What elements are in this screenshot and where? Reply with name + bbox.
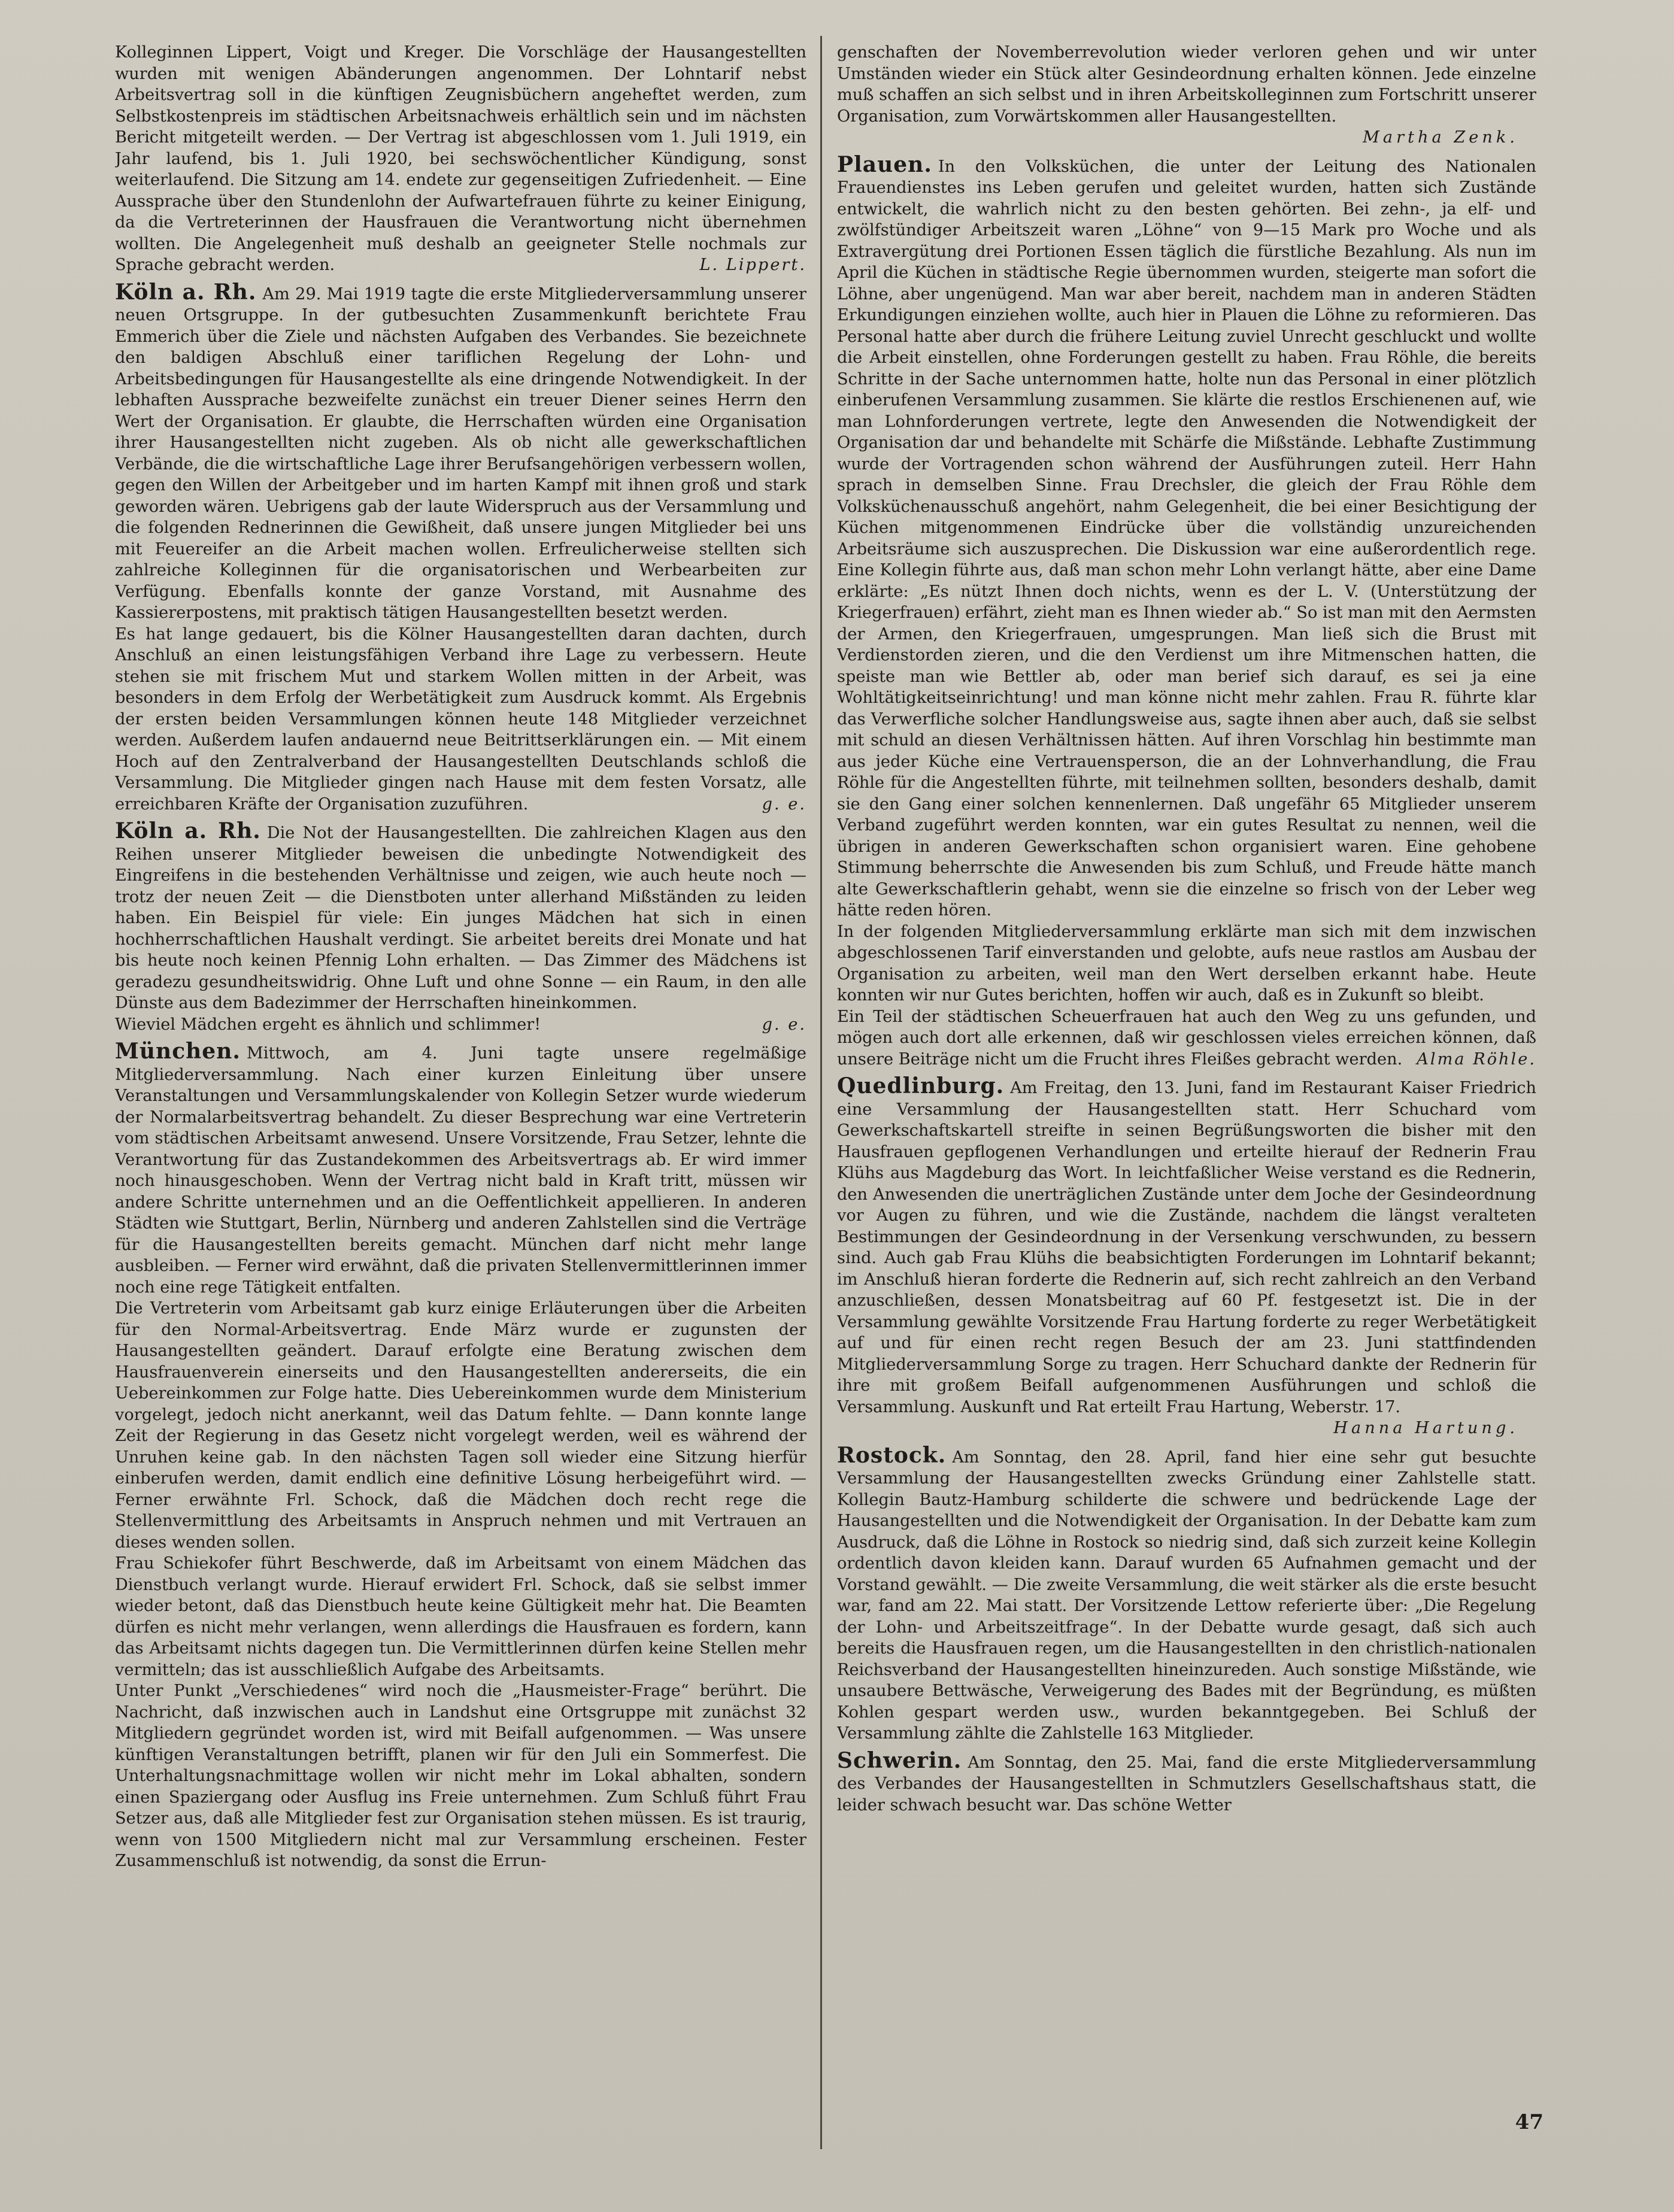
place-heading: Köln a. Rh. <box>115 818 261 843</box>
article-body: Am 29. Mai 1919 tagte die erste Mitgliederversammlung unserer neuen Ortsgruppe. In der gutbesuchten Zusammenkunft berichtete Frau Emmerich über die Ziele und nächsten Aufgaben des Verbandes. Sie bezeichnete den baldigen Abschluß einer tariflichen Regelung der Lohn- und Arbeitsbedingungen für Hausangestellte als eine dringende Notwendigkeit. In der lebhaften Aussprache bezweifelte zunächst ein treuer Diener seines Herrn den Wert der Organisation. Er glaubte, die Herrschaften würden eine Organisation ihrer Hausangestellten nicht zugeben. Als ob nicht alle gewerkschaftlichen Verbände, die die wirtschaftliche Lage ihrer Berufsangehörigen verbessern wollen, gegen den Willen der Arbeitgeber und im harten Kampf mit ihnen groß und stark geworden wären. Uebrigens gab der laute Widerspruch aus der Versammlung und die folgenden Rednerinnen die Gewißheit, daß unsere jungen Mitglieder bei uns mit Feuereifer an die Arbeit machen wollen. Erfreulicherweise stellten sich zahlreiche Kolleginnen für die organisatorischen und Werbearbeiten zur Verfügung. Ebenfalls konnte der ganze Vorstand, mit Ausnahme des Kassiererpostens, mit praktisch tätigen Hausangestellten besetzt werden. <box>115 284 806 622</box>
article-muenchen <box>115 1041 806 1872</box>
article-body: Ein Teil der städtischen Scheuerfrauen hat auch den Weg zu uns gefunden, und mögen auch dort alle erkennen, daß wir geschlossen vieles erreichen können, daß unsere Beiträge nicht um die Frucht ihres Fleißes gebracht werden. <box>837 1007 1536 1069</box>
article-quedlinburg <box>837 1073 1536 1439</box>
article-signature: Hanna Hartung. <box>1333 1419 1518 1437</box>
article-signature: g. e. <box>762 1015 806 1034</box>
article-signature: L. Lippert. <box>699 256 806 274</box>
article-text <box>837 1442 1536 1744</box>
place-heading: München. <box>115 1039 241 1064</box>
place-heading: Plauen. <box>837 151 932 177</box>
place-heading: Köln a. Rh. <box>115 279 257 305</box>
article-text <box>115 1014 806 1036</box>
article-text <box>837 1006 1536 1070</box>
article-body: In den Volksküchen, die unter der Leitung des Nationalen Frauendienstes ins Leben gerufen und geleitet wurden, hatten sich Zustände entwickelt, die wahrlich nicht zu den besten gehörten. Bei zehn-, ja elf- und zwölfstündiger Arbeitszeit waren „Löhne“ von 9—15 Mark pro Woche und als Extravergütung drei Portionen Essen täglich die fürstliche Bezahlung. Als nun im April die Küchen in städtische Regie übernommen wurden, steigerte man sofort die Löhne, aber ungenügend. Man war aber bereit, nachdem man in anderen Städten Erkundigungen einziehen wollte, auch hier in Plauen die Löhne zu reformieren. Das Personal hatte aber durch die frühere Leitung zuviel Unrecht geschluckt und wollte die Arbeit einstellen, ohne Forderungen gestellt zu haben. Frau Röhle, die bereits Schritte in der Sache unternommen hatte, holte nun das Personal in einer plötzlich einberufenen Versammlung zusammen. Sie klärte die restlos Erschienenen auf, wie man Lohnforderungen vertrete, legte den Anwesenden die Notwendigkeit der Organisation dar und behandelte mit Schärfe die Mißstände. Lebhafte Zustimmung wurde der Vortragenden schon während der Ausführungen zuteil. Herr Hahn sprach in demselben Sinne. Frau Drechsler, die gleich der Frau Röhle dem Volksküchenausschuß angehört, nahm Gelegenheit, die bei einer Besichtigung der Küchen mitgenommenen Eindrücke über die vollständig unzureichenden Arbeitsräume sich auszusprechen. Die Diskussion war eine außerordentlich rege. Eine Kollegin führte aus, daß man schon mehr Lohn verlangt hätte, aber eine Dame erklärte: „Es nützt Ihnen doch nichts, wenn es der L. V. (Unterstützung der Kriegerfrauen) erfährt, zieht man es Ihnen wieder ab.“ So ist man mit den Aermsten der Armen, den Kriegerfrauen, umgesprungen. Man ließ sich die Brust mit Verdienstorden zieren, und die den Verdienst um ihre Mitmenschen hatten, die speiste man wie Bettler ab, oder man berief sich darauf, es sei ja eine Wohltätigkeitseinrichtung! und man könne nicht mehr zahlen. Frau R. führte klar das Verwerfliche solcher Handlungsweise aus, sagte ihnen aber auch, daß sie selbst mit schuld an diesen Verhältnissen hätten. Auf ihren Vorschlag hin bestimmte man aus jeder Küche eine Vertrauensperson, die an der Lohnverhandlung, die Frau Röhle für die Angestellten führte, mit teilnehmen sollten, besonders deshalb, damit sie den Gang einer solchen kennenlernen. Daß ungefähr 65 Mitglieder unserem Verband zugeführt werden konnten, war ein gutes Resultat zu nennen, weil die übrigen in anderen Gewerkschaften schon organisiert waren. Eine gehobene Stimmung beherrschte die Anwesenden bis zum Schluß, und Freude hätte manch alte Gewerkschaftlerin gehabt, wenn sie die einzelne so frisch von der Leber weg hätte reden hören. <box>837 157 1536 920</box>
place-heading: Quedlinburg. <box>837 1073 1005 1099</box>
article-text <box>837 1073 1536 1418</box>
article-body: Am Sonntag, den 25. Mai, fand die erste Mitgliederversammlung des Verbandes der Hausangestellten in Schmutzlers Gesellschaftshaus statt, die leider schwach besucht war. Das schöne Wetter <box>837 1753 1536 1814</box>
place-heading: Schwerin. <box>837 1747 962 1773</box>
article-body: Wieviel Mädchen ergeht es ähnlich und schlimmer! <box>115 1015 541 1034</box>
article-text: Die Vertreterin vom Arbeitsamt gab kurz einige Erläuterungen über die Arbeiten für den Normal-Arbeitsvertrag. Ende März wurde er zugunsten der Hausangestellten geändert. Darauf erfolgte eine Beratung zwischen dem Hausfrauenverein einerseits und den Hausangestellten andererseits, die ein Uebereinkommen zur Folge hatte. Dies Uebereinkommen wurde dem Ministerium vorgelegt, jedoch nicht anerkannt, weil das Datum fehlte. — Dann konnte lange Zeit der Regierung in das Gesetz nicht vorgelegt werden, weil es während der Unruhen keine gab. In den nächsten Tagen soll wieder eine Sitzung hierfür einberufen werden, damit endlich eine definitive Lösung herbeigeführt wird. — Ferner erwähnte Frl. Schock, daß die Mädchen doch recht rege die Stellenvermittlung des Arbeitsamts in Anspruch nehmen und mit Vertrauen an dieses wenden sollen. <box>115 1299 806 1552</box>
article-text <box>115 279 806 624</box>
article-text <box>837 151 1536 921</box>
article-zenk-continuation <box>837 42 1536 148</box>
article-text <box>115 818 806 1014</box>
right-column <box>837 42 1536 2125</box>
left-column <box>115 42 806 2173</box>
article-body: Am Freitag, den 13. Juni, fand im Restaurant Kaiser Friedrich eine Versammlung der Hausangestellten statt. Herr Schuchard vom Gewerkschaftskartell streifte in seinen Begrüßungsworten die bisher mit den Hausfrauen gepflogenen Verhandlungen und erteilte hierauf der Rednerin Frau Klühs aus Magdeburg das Wort. In leichtfaßlicher Weise verstand es die Rednerin, den Anwesenden die unerträglichen Zustände unter dem Joche der Gesindeordnung vor Augen zu führen, und wie die Zustände, nachdem die längst veralteten Bestimmungen der Gesindeordnung in der Versenkung verschwunden, zu bessern sind. Auch gab Frau Klühs die beabsichtigten Forderungen im Lohntarif bekannt; im Anschluß hieran forderte die Rednerin auf, sich recht zahlreich an den Verband anzuschließen, dessen Monatsbeitrag auf 60 Pf. festgesetzt ist. Die in der Versammlung gewählte Vorsitzende Frau Hartung forderte zu reger Werbetätigkeit auf und für einen recht regen Besuch der am 23. Juni stattfindenden Mitgliederversammlung Sorge zu tragen. Herr Schuchard dankte der Rednerin für ihre mit großem Beifall aufgenommenen Ausführungen und schloß die Versammlung. Auskunft und Rat erteilt Frau Hartung, Weberstr. 17. <box>837 1079 1536 1416</box>
article-signature: g. e. <box>762 794 806 814</box>
article-plauen <box>837 151 1536 1070</box>
article-text <box>115 42 806 276</box>
article-text: In der folgenden Mitgliederversammlung erklärte man sich mit dem inzwischen abgeschlossenen Tarif einverstanden und gelobte, aufs neue rastlos am Ausbau der Organisation zu arbeiten, weil man den Wert derselben erkannt habe. Heute konnten wir nur Gutes berichten, hoffen wir auch, daß es in Zukunft so bleibt. <box>837 922 1536 1005</box>
place-heading: Rostock. <box>837 1442 947 1468</box>
article-text <box>115 624 806 815</box>
article-signature: Martha Zenk. <box>1363 128 1518 147</box>
article-rostock <box>837 1442 1536 1744</box>
article-body: Die Not der Hausangestellten. Die zahlreichen Klagen aus den Reihen unserer Mitglieder beweisen die unbedingte Notwendigkeit des Eingreifens in die bestehenden Verhältnisse und zeigen, wie auch heute noch — trotz der neuen Zeit — die Dienstboten unter allerhand Mißständen zu leiden haben. Ein Beispiel für viele: Ein junges Mädchen hat sich in einen hochherrschaftlichen Haushalt verdingt. Sie arbeitet bereits drei Monate und hat bis heute noch keinen Pfennig Lohn erhalten. — Das Zimmer des Mädchens ist geradezu gesundheitswidrig. Ohne Luft und ohne Sonne — ein Raum, in den alle Dünste aus dem Badezimmer der Herrschaften hineinkommen. <box>115 824 806 1012</box>
page-number: 47 <box>1515 2110 1543 2134</box>
article-koeln-1 <box>115 279 806 815</box>
article-text: Unter Punkt „Verschiedenes“ wird noch die „Hausmeister-Frage“ berührt. Die Nachricht, daß inzwischen auch in Landshut eine Ortsgruppe mit zunächst 32 Mitgliedern gegründet worden ist, wird mit Beifall aufgenommen. — Was unsere künftigen Veranstaltungen betrifft, planen wir für den Juli ein Sommerfest. Die Unterhaltungsnachmittage wollen wir nicht mehr im Lokal abhalten, sondern einen Spaziergang oder Ausflug ins Freie unternehmen. Zum Schluß führt Frau Setzer aus, daß alle Mitglieder fest zur Organisation stehen müssen. Es ist traurig, wenn von 1500 Mitgliedern nicht mal zur Versammlung erscheinen. Fester Zusammenschluß ist notwendig, da sonst die Errun- <box>115 1682 806 1870</box>
article-text: Frau Schiekofer führt Beschwerde, daß im Arbeitsamt von einem Mädchen das Dienstbuch verlangt wurde. Hierauf erwidert Frl. Schock, daß sie selbst immer wieder betont, daß das Dienstbuch heute keine Gültigkeit mehr hat. Die Beamten dürfen es nicht mehr verlangen, wenn allerdings die Hausfrauen es fordern, kann das Arbeitsamt nichts dagegen tun. Die Vermittlerinnen dürfen keine Stellen mehr vermitteln; das ist ausschließlich Aufgabe des Arbeitsamts. <box>115 1554 806 1679</box>
article-body: Kolleginnen Lippert, Voigt und Kreger. Die Vorschläge der Hausangestellten wurden mit wenigen Abänderungen angenommen. Der Lohntarif nebst Arbeitsvertrag soll in die künftigen Zeugnisbüchern angeheftet werden, zum Selbstkostenpreis im städtischen Arbeitsnachweis erhältlich sein und im nächsten Bericht mitgeteilt werden. — Der Vertrag ist abgeschlossen vom 1. Juli 1919, ein Jahr laufend, bis 1. Juli 1920, bei sechswöchentlicher Kündigung, sonst weiterlaufend. Die Sitzung am 14. endete zur gegenseitigen Zufriedenheit. — Eine Aussprache über den Stundenlohn der Aufwartefrauen führte zu keiner Einigung, da die Vertreterinnen der Hausfrauen die Verantwortung nicht übernehmen wollten. Die Angelegenheit muß deshalb an geeigneter Stelle nochmals zur Sprache gebracht werden. <box>115 43 806 274</box>
column-divider <box>820 36 822 2149</box>
article-koeln-2 <box>115 818 806 1035</box>
article-signature: Alma Röhle. <box>1417 1049 1536 1069</box>
article-lippert-continuation <box>115 42 806 276</box>
article-schwerin <box>837 1747 1536 1816</box>
article-body: Am Sonntag, den 28. April, fand hier eine sehr gut besuchte Versammlung der Hausangestellten zwecks Gründung einer Zahlstelle statt. Kollegin Bautz-Hamburg schilderte die schwere und bedrückende Lage der Hausangestellten und die Notwendigkeit der Organisation. In der Debatte kam zum Ausdruck, daß die Löhne in Rostock so niedrig sind, daß sich zurzeit keine Kollegin ordentlich davon kleiden kann. Darauf wurden 65 Aufnahmen gemacht und der Vorstand gewählt. — Die zweite Versammlung, die weit stärker als die erste besucht war, fand am 22. Mai statt. Der Vorsitzende Lettow referierte über: „Die Regelung der Lohn- und Arbeitszeitfrage“. In der Debatte wurde gesagt, daß sich auch bereits die Hausfrauen regen, um die Hausangestellten in den christlich-nationalen Reichsverband der Hausangestellten hineinzureden. Auch sonstige Mißstände, wie unsaubere Bettwäsche, Verweigerung des Bades mit der Begründung, es müßten Kohlen gespart werden usw., wurden bekanntgegeben. Bei Schluß der Versammlung zählte die Zahlstelle 163 Mitglieder. <box>837 1448 1536 1743</box>
article-text <box>115 1041 806 1298</box>
article-body: Mittwoch, am 4. Juni tagte unsere regelmäßige Mitgliederversammlung. Nach einer kurzen Einleitung über unsere Veranstaltungen und Versammlungskalender von Kollegin Setzer wurde wiederum der Normalarbeitsvertrag behandelt. Zu dieser Besprechung war eine Vertreterin vom städtischen Arbeitsamt anwesend. Unsere Vorsitzende, Frau Setzer, lehnte die Verantwortung für das Zustandekommen des Arbeitsvertrags ab. Er wird immer noch hinausgeschoben. Wenn der Vertrag nicht bald in Kraft tritt, müssen wir andere Schritte unternehmen und an die Oeffentlichkeit appellieren. In anderen Städten wie Stuttgart, Berlin, Nürnberg und anderen Zahlstellen sind die Verträge für die Hausangestellten bereits gemacht. München darf nicht mehr lange ausbleiben. — Ferner wird erwähnt, daß die privaten Stellenvermittlerinnen immer noch eine rege Tätigkeit entfalten. <box>115 1044 806 1297</box>
article-text <box>837 1747 1536 1816</box>
article-body: Es hat lange gedauert, bis die Kölner Hausangestellten daran dachten, durch Anschluß an einen leistungsfähigen Verband ihre Lage zu verbessern. Heute stehen sie mit frischem Mut und starkem Wollen mitten in der Arbeit, was besonders in dem Erfolg der Werbetätigkeit zum Ausdruck kommt. Als Ergebnis der ersten beiden Versammlungen können heute 148 Mitglieder verzeichnet werden. Außerdem laufen andauernd neue Beitrittserklärungen ein. — Mit einem Hoch auf den Zentralverband der Hausangestellten Deutschlands schloß die Versammlung. Die Mitglieder gingen nach Hause mit dem festen Vorsatz, alle erreichbaren Kräfte der Organisation zuzuführen. <box>115 624 806 814</box>
article-text: genschaften der Novemberrevolution wieder verloren gehen und wir unter Umständen wieder ein Stück alter Gesindeordnung erhalten können. Jede einzelne muß schaffen an sich selbst und in ihren Arbeitskolleginnen zum Fortschritt unserer Organisation, zum Vorwärtskommen aller Hausangestellten. <box>837 43 1536 126</box>
